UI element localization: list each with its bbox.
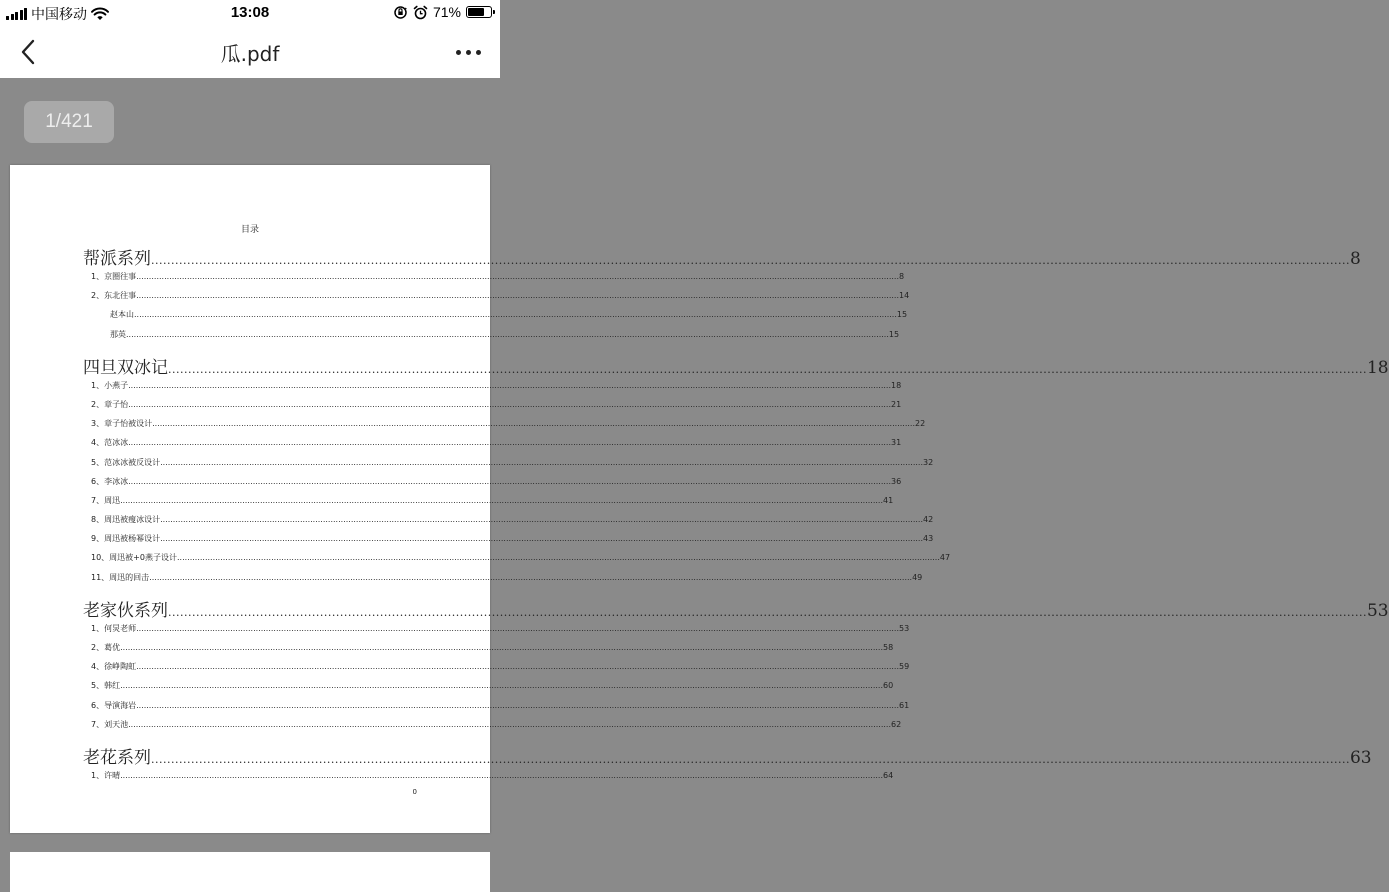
toc-entry-label: 四旦双冰记 <box>83 357 168 378</box>
toc-entry-page: 49 <box>912 572 923 582</box>
toc-entry[interactable] <box>83 399 902 418</box>
toc-entry[interactable] <box>83 661 910 680</box>
toc-entry-page: 59 <box>898 662 910 672</box>
toc-leader-dots: ............................................................................................................................................................................................................................................................................................................ <box>120 681 883 691</box>
toc-entry[interactable] <box>83 329 900 348</box>
battery-percent: 71% <box>432 4 461 20</box>
toc-entry-label: 11、周迅的回击 <box>91 572 150 582</box>
toc-entry[interactable] <box>83 642 894 661</box>
toc-entry-page: 36 <box>890 476 902 486</box>
status-right <box>393 4 492 20</box>
page-footer-number: 0 <box>412 788 417 796</box>
toc-entry-label: 1、京圈往事 <box>91 272 137 281</box>
toc-entry-page: 53 <box>1366 600 1389 621</box>
more-button[interactable] <box>446 34 490 70</box>
toc-entry-label: 5、范冰冰被反设计 <box>91 457 161 467</box>
toc-entry-label: 赵本山 <box>110 310 134 320</box>
toc-entry[interactable] <box>83 271 905 290</box>
toc-leader-dots: ............................................................................................................................................................................................................................................................................................................ <box>160 457 923 467</box>
toc-entry-label: 1、许晴 <box>91 770 121 780</box>
toc-entry-page: 60 <box>882 681 894 691</box>
toc-entry-page: 21 <box>890 399 902 409</box>
toc-leader-dots: ............................................................................................................................................................................................................................................................................................................ <box>160 534 923 544</box>
battery-fill <box>468 8 484 16</box>
toc-entry[interactable] <box>83 719 902 738</box>
toc-entry-page: 8 <box>1349 249 1361 269</box>
toc-entry-label: 老花系列 <box>83 747 151 768</box>
toc-entry-label: 7、周迅 <box>91 495 121 505</box>
toc-entry-page: 15 <box>896 310 908 320</box>
toc-entry[interactable] <box>83 290 910 309</box>
toc-entry-label: 6、导演海岩 <box>91 700 137 710</box>
toc-leader-dots: ............................................................................................................................................................................................................................................................................................................ <box>134 310 897 320</box>
toc-leader-dots: ............................................................................................................................................................................................................................................................................................................ <box>136 272 899 281</box>
toc-entry[interactable] <box>83 680 894 699</box>
toc-section-entry[interactable] <box>83 239 1361 271</box>
toc-leader-dots: ............................................................................................................................................................................................................................................................................................................ <box>168 362 1367 376</box>
toc-leader-dots: ............................................................................................................................................................................................................................................................................................................ <box>128 476 891 486</box>
toc-entry[interactable] <box>83 380 902 399</box>
toc-leader-dots: ............................................................................................................................................................................................................................................................................................................ <box>176 553 940 563</box>
orientation-lock-icon <box>393 5 408 20</box>
more-dots-icon <box>456 50 481 55</box>
toc-leader-dots: ............................................................................................................................................................................................................................................................................................................ <box>128 380 891 390</box>
toc-leader-dots: ............................................................................................................................................................................................................................................................................................................ <box>168 605 1367 619</box>
nav-bar <box>0 26 500 78</box>
toc-entry-page: 47 <box>939 553 951 563</box>
toc-leader-dots: ............................................................................................................................................................................................................................................................................................................ <box>128 399 891 409</box>
toc-leader-dots: ............................................................................................................................................................................................................................................................................................................ <box>126 329 889 339</box>
toc-entry-label: 5、韩红 <box>91 681 121 691</box>
next-pdf-page[interactable] <box>10 852 490 892</box>
toc-heading: 目录 <box>240 225 259 235</box>
toc-entry-label: 4、徐峥陶虹 <box>91 662 137 672</box>
toc-entry-page: 43 <box>922 534 934 544</box>
toc-entry-page: 31 <box>890 438 902 448</box>
toc-entry[interactable] <box>83 457 934 476</box>
toc-entry-page: 22 <box>914 419 926 429</box>
toc-entry-label: 2、葛优 <box>91 643 121 652</box>
toc-entry-page: 8 <box>898 272 905 281</box>
toc-entry-label: 帮派系列 <box>83 249 151 269</box>
toc-entry-label: 1、何炅老师 <box>91 623 137 633</box>
battery-icon <box>466 6 492 18</box>
toc-entry-page: 64 <box>882 770 894 780</box>
toc-entry-label: 老家伙系列 <box>83 600 168 621</box>
toc-leader-dots: ............................................................................................................................................................................................................................................................................................................ <box>151 752 1350 766</box>
toc-leader-dots: ............................................................................................................................................................................................................................................................................................................ <box>149 572 913 582</box>
toc-entry[interactable] <box>83 770 894 789</box>
pdf-page[interactable] <box>10 165 1389 833</box>
toc-entry-page: 41 <box>882 495 894 505</box>
status-time: 13:08 <box>230 4 270 21</box>
toc-entry-label: 10、周迅被+0燕子设计 <box>91 553 177 563</box>
toc-entry-page: 63 <box>1349 747 1372 768</box>
toc-section-entry[interactable] <box>83 738 1372 770</box>
toc-entry[interactable] <box>83 418 926 437</box>
toc-leader-dots: ............................................................................................................................................................................................................................................................................................................ <box>136 623 899 633</box>
toc-entry[interactable] <box>83 552 951 571</box>
toc-entry[interactable] <box>83 437 902 456</box>
toc-leader-dots: ............................................................................................................................................................................................................................................................................................................ <box>136 662 899 672</box>
toc-entry[interactable] <box>83 700 910 719</box>
toc-entry-label: 2、章子怡 <box>91 399 129 409</box>
toc-entry-label: 那英 <box>110 329 126 339</box>
toc-entry-label: 6、李冰冰 <box>91 476 129 486</box>
toc-leader-dots: ............................................................................................................................................................................................................................................................................................................ <box>128 438 891 448</box>
toc-leader-dots: ............................................................................................................................................................................................................................................................................................................ <box>120 643 883 652</box>
status-bar <box>0 0 500 26</box>
toc-leader-dots: ............................................................................................................................................................................................................................................................................................................ <box>160 515 923 525</box>
toc-entry-page: 32 <box>922 457 934 467</box>
toc-entry[interactable] <box>83 623 910 642</box>
toc-entry-label: 2、东北往事 <box>91 291 137 301</box>
toc-entry-label: 7、刘天池 <box>91 719 129 729</box>
back-button[interactable] <box>10 34 46 70</box>
toc-entry-page: 62 <box>890 719 902 729</box>
toc-entry-label: 4、范冰冰 <box>91 438 129 448</box>
toc-entry-page: 61 <box>898 700 910 710</box>
document-title: 瓜.pdf <box>220 42 280 66</box>
toc-leader-dots: ............................................................................................................................................................................................................................................................................................................ <box>128 719 891 729</box>
toc-entry-page: 18 <box>1366 357 1389 378</box>
toc-leader-dots: ............................................................................................................................................................................................................................................................................................................ <box>120 770 883 780</box>
toc-leader-dots: ............................................................................................................................................................................................................................................................................................................ <box>152 419 915 429</box>
toc-entry[interactable] <box>83 533 934 552</box>
toc-entry[interactable] <box>83 476 902 495</box>
toc-entry[interactable] <box>83 309 908 328</box>
chevron-left-icon <box>20 39 36 65</box>
toc-entry-page: 53 <box>898 623 910 633</box>
toc-leader-dots: ............................................................................................................................................................................................................................................................................................................ <box>136 291 899 301</box>
toc-entry-page: 58 <box>882 643 894 652</box>
toc-entry-label: 8、周迅被瘦冰设计 <box>91 515 161 525</box>
toc-entry-label: 1、小燕子 <box>91 380 129 390</box>
alarm-icon <box>413 5 428 20</box>
toc-entry-page: 18 <box>890 380 902 390</box>
toc-entry[interactable] <box>83 572 923 591</box>
page-indicator: 1/421 <box>24 101 114 143</box>
toc-entry-label: 9、周迅被杨幂设计 <box>91 534 161 544</box>
toc-leader-dots: ............................................................................................................................................................................................................................................................................................................ <box>120 495 883 505</box>
toc-leader-dots: ............................................................................................................................................................................................................................................................................................................ <box>136 700 899 710</box>
toc-section-entry[interactable] <box>83 348 1389 380</box>
toc-entry-page: 15 <box>888 329 900 339</box>
toc-section-entry[interactable] <box>83 591 1389 623</box>
toc-entry-page: 42 <box>922 515 934 525</box>
toc-entry[interactable] <box>83 514 934 533</box>
toc-entry[interactable] <box>83 495 894 514</box>
toc-list <box>83 239 1389 789</box>
carrier-name: 中国移动 <box>31 6 87 22</box>
toc-entry-label: 3、章子怡被设计 <box>91 419 153 429</box>
toc-entry-page: 14 <box>898 291 910 301</box>
toc-leader-dots: ............................................................................................................................................................................................................................................................................................................ <box>151 254 1350 267</box>
